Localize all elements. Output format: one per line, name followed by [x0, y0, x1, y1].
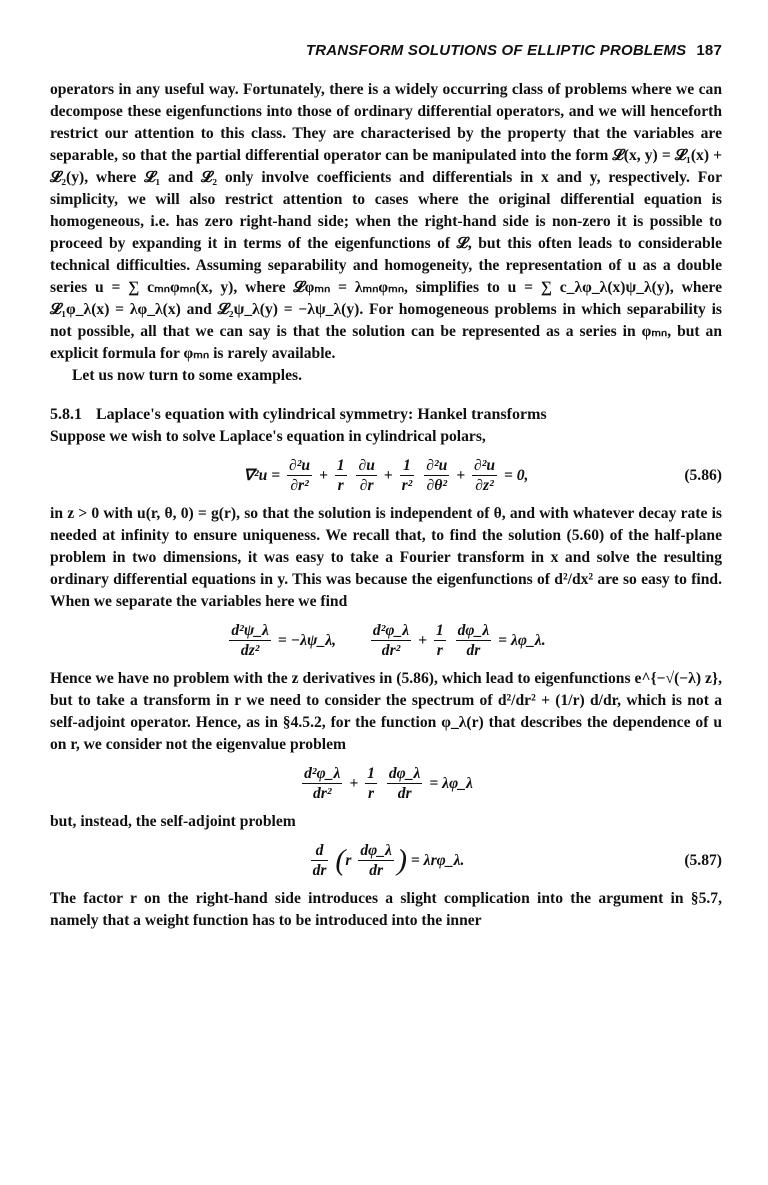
running-head-title: TRANSFORM SOLUTIONS OF ELLIPTIC PROBLEMS — [305, 42, 687, 59]
eq586-term2: $\frac{\partial u}{\partial r}$ — [358, 457, 375, 494]
equation-number-5-87: (5.87) — [684, 851, 722, 869]
eq586-rhs: = 0, — [503, 466, 529, 484]
equation-number-5-86: (5.86) — [684, 466, 722, 484]
eq587-inner: $\frac{d\varphi\_\lambda}{dr}$ — [360, 842, 392, 879]
sep-d: $\frac{d\varphi\_\lambda}{dr}$ — [457, 622, 490, 659]
eq587-r: r — [345, 851, 352, 869]
page-number: 187 — [696, 42, 722, 59]
eq586-term4: $\frac{\text{∂²u}}{\text{∂z²}}$ — [474, 457, 496, 494]
book-page — [50, 40, 722, 932]
paragraph-6: but, instead, the self-adjoint problem — [50, 813, 296, 830]
eq586-term3-coef: $\frac{1}{\text{r²}}$ — [401, 457, 413, 494]
sep-b: $\frac{\text{d²φ\_λ}}{\text{dr²}}$ — [372, 622, 410, 659]
section-number: 5.8.1 — [50, 406, 82, 423]
running-head — [50, 40, 722, 62]
paragraph-5: Hence we have no problem with the z derivatives in (5.86), which lead to eigenfunctions e^{−√(−λ) z}, but to take a transform in r we need to consider the spectrum of d²/dr² + (1/r) d/dr, which is not a self-adjoint operator. Hence, as in §4.5.2, for the function φ_λ(r) that describes the dependence of u on r, we consider not the eigenvalue problem — [50, 670, 722, 753]
equation-eigenvalue: $\frac{\text{d²φ\_λ}}{\text{dr²}}$ + $\frac{1}{r}$ $\frac{d\varphi\_\lambda}{dr}$ = λφ_λ — [304, 765, 473, 802]
sep-a-rhs: = −λψ_λ, — [277, 631, 337, 649]
paragraph-1: operators in any useful way. Fortunately, there is a widely occurring class of problems where we can decompose these eigenfunctions into those of ordinary differential operators, and we will henceforth restrict our attention to this class. They are characterised by the property that the variables are separable, so that the partial differential operator can be manipulated into the form 𝓛(x, y) = 𝓛₁(x) + 𝓛₂(y), where 𝓛₁ and 𝓛₂ only involve coefficients and differentials in x and y, respectively. For simplicity, we will also restrict attention to cases where the original differential equation is homogeneous, i.e. has zero right-hand side; when the right-hand side is non-zero it is possible to proceed by expanding it in terms of the eigenfunctions of 𝓛, but this often leads to considerable technical difficulties. Assuming separability and homogeneity, the representation of u as a double series u = ∑ cₘₙφₘₙ(x, y), where 𝓛φₘₙ = λₘₙφₘₙ, simplifies to u = ∑ c_λφ_λ(x)ψ_λ(y), where 𝓛₁φ_λ(x) = λφ_λ(x) and 𝓛₂ψ_λ(y) = −λψ_λ(y). For homogeneous problems in which separability is not possible, all that we can say is that the solution can be represented as a series in φₘₙ, but an explicit formula for φₘₙ is rarely available. — [50, 81, 722, 362]
eq586-term3: $\frac{\text{∂²u}}{\text{∂θ²}}$ — [426, 457, 448, 494]
eq587-close-paren: ) — [396, 843, 407, 877]
eig-c: $\frac{1}{r}$ — [367, 765, 375, 802]
paragraph-2: Let us now turn to some examples. — [72, 367, 303, 384]
sep-c: $\frac{1}{r}$ — [435, 622, 444, 659]
eq586-term1: $\frac{\text{∂²u}}{\text{∂r²}}$ — [289, 457, 311, 494]
eq587-d: $\frac{d}{dr}$ — [312, 842, 327, 879]
eq586-term2-coef: $\frac{1}{r}$ — [336, 457, 345, 494]
equation-5-87 — [50, 841, 722, 880]
eq587-rhs: = λrφ_λ. — [410, 851, 465, 869]
sep-b-rhs: = λφ_λ. — [498, 631, 546, 649]
equation-5-86: ∇²u = $\frac{\text{∂²u}}{\text{∂r²}}$ + $\frac{1}{r}$ $\frac{\partial u}{\partial r}$ + $\frac{1}{\text{r²}}$ $\frac{\text{∂²u}}{\text{∂θ²}}$ + $\frac{\text{∂²u}}{\text{∂z²}}$ = 0, (5.86) — [243, 457, 722, 494]
equation-separated: $\frac{\text{d²ψ\_λ}}{\text{dz²}}$ = −λψ_λ, $\frac{\text{d²φ\_λ}}{\text{dr²}}$ + $\frac{1}{r}$ $\frac{d\varphi\_\lambda}{dr}$ = λφ_λ. — [231, 622, 546, 659]
eq586-lhs: ∇²u = — [243, 466, 281, 484]
eig-rhs: = λφ_λ — [429, 774, 473, 792]
eig-d: $\frac{d\varphi\_\lambda}{dr}$ — [388, 765, 421, 802]
paragraph-4: in z > 0 with u(r, θ, 0) = g(r), so that the solution is independent of θ, and with whatever decay rate is needed at infinity to ensure uniqueness. We recall that, to find the solution (5.60) of the half-plane problem in two dimensions, it was easy to take a Fourier transform in x and solve the resulting ordinary differential equations in y. This was because the eigenfunctions of d²/dx² are so easy to find. When we separate the variables here we find — [50, 505, 722, 610]
sep-a: $\frac{\text{d²ψ\_λ}}{\text{dz²}}$ — [231, 622, 269, 659]
section-title: Laplace's equation with cylindrical symmetry: Hankel transforms — [96, 406, 547, 423]
eig-a: $\frac{\text{d²φ\_λ}}{\text{dr²}}$ — [304, 765, 341, 802]
section-heading — [50, 404, 722, 426]
eq587-open-paren: ( — [335, 843, 346, 877]
paragraph-7: The factor r on the right-hand side introduces a slight complication into the argument in §5.7, namely that a weight function has to be introduced into the inner — [50, 890, 722, 929]
paragraph-3: Suppose we wish to solve Laplace's equation in cylindrical polars, — [50, 428, 486, 445]
